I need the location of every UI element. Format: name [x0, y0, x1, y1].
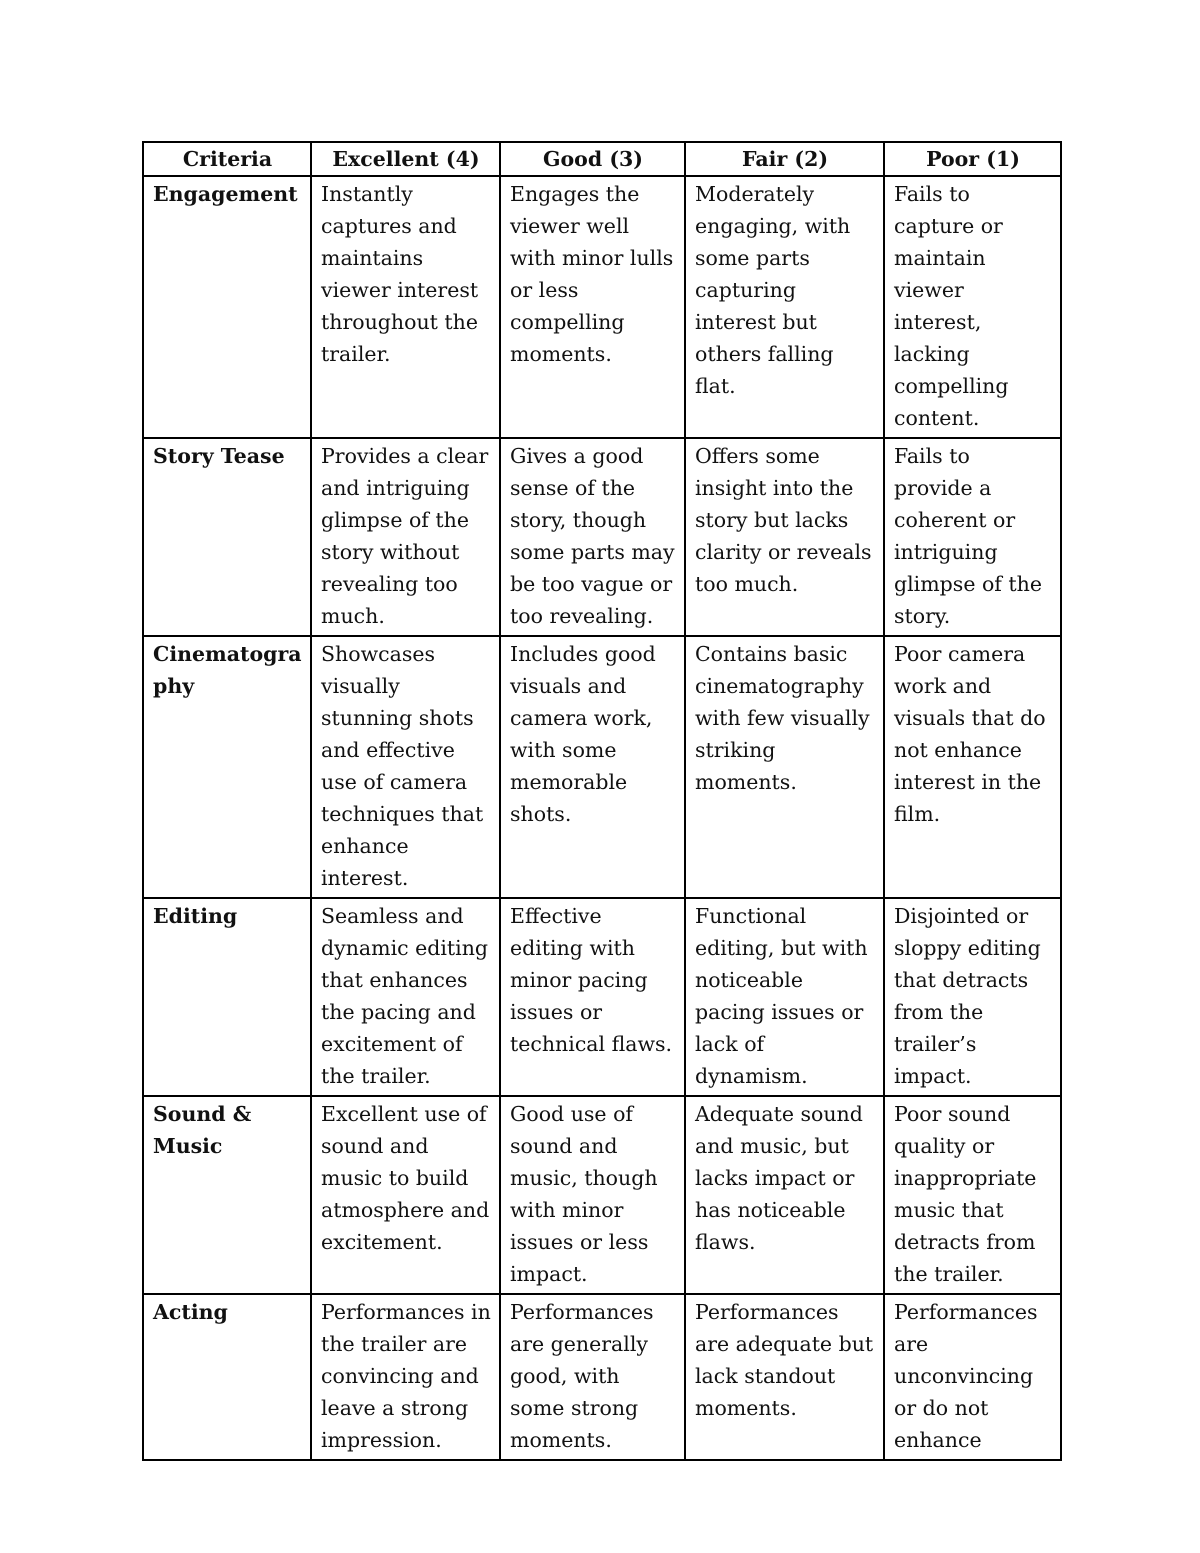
header-good: Good (3) — [500, 142, 685, 176]
fair-cell: Offers some insight into the story but lacks clarity or reveals too much. — [685, 438, 884, 636]
excellent-cell: Showcases visually stunning shots and effective use of camera techniques that enhance interest. — [311, 636, 500, 898]
table-row — [143, 176, 1061, 438]
good-cell: Performances are generally good, with some strong moments. — [500, 1294, 685, 1460]
poor-cell: Fails to capture or maintain viewer interest, lacking compelling content. — [884, 176, 1061, 438]
poor-cell: Poor sound quality or inappropriate music that detracts from the trailer. — [884, 1096, 1061, 1294]
poor-cell: Poor camera work and visuals that do not enhance interest in the film. — [884, 636, 1061, 898]
table-row — [143, 636, 1061, 898]
criteria-cell: Editing — [143, 898, 311, 1096]
good-cell: Good use of sound and music, though with minor issues or less impact. — [500, 1096, 685, 1294]
header-excellent: Excellent (4) — [311, 142, 500, 176]
header-poor: Poor (1) — [884, 142, 1061, 176]
poor-cell: Fails to provide a coherent or intriguing glimpse of the story. — [884, 438, 1061, 636]
poor-cell: Disjointed or sloppy editing that detracts from the trailer’s impact. — [884, 898, 1061, 1096]
header-row — [143, 142, 1061, 176]
table-row — [143, 1294, 1061, 1460]
table-row — [143, 1096, 1061, 1294]
header-fair: Fair (2) — [685, 142, 884, 176]
excellent-cell: Excellent use of sound and music to build atmosphere and excitement. — [311, 1096, 500, 1294]
table-row — [143, 438, 1061, 636]
excellent-cell: Provides a clear and intriguing glimpse of the story without revealing too much. — [311, 438, 500, 636]
excellent-cell: Instantly captures and maintains viewer interest throughout the trailer. — [311, 176, 500, 438]
good-cell: Effective editing with minor pacing issues or technical flaws. — [500, 898, 685, 1096]
poor-cell: Performances are unconvincing or do not enhance — [884, 1294, 1061, 1460]
good-cell: Gives a good sense of the story, though some parts may be too vague or too revealing. — [500, 438, 685, 636]
fair-cell: Contains basic cinematography with few visually striking moments. — [685, 636, 884, 898]
fair-cell: Adequate sound and music, but lacks impact or has noticeable flaws. — [685, 1096, 884, 1294]
fair-cell: Moderately engaging, with some parts capturing interest but others falling flat. — [685, 176, 884, 438]
criteria-cell: Engagement — [143, 176, 311, 438]
good-cell: Engages the viewer well with minor lulls or less compelling moments. — [500, 176, 685, 438]
criteria-cell: Cinematography — [143, 636, 311, 898]
excellent-cell: Performances in the trailer are convincing and leave a strong impression. — [311, 1294, 500, 1460]
criteria-cell: Story Tease — [143, 438, 311, 636]
table-row — [143, 898, 1061, 1096]
good-cell: Includes good visuals and camera work, with some memorable shots. — [500, 636, 685, 898]
criteria-cell: Sound & Music — [143, 1096, 311, 1294]
excellent-cell: Seamless and dynamic editing that enhances the pacing and excitement of the trailer. — [311, 898, 500, 1096]
criteria-cell: Acting — [143, 1294, 311, 1460]
header-criteria: Criteria — [143, 142, 311, 176]
rubric-table — [142, 141, 1062, 1461]
fair-cell: Performances are adequate but lack standout moments. — [685, 1294, 884, 1460]
fair-cell: Functional editing, but with noticeable pacing issues or lack of dynamism. — [685, 898, 884, 1096]
